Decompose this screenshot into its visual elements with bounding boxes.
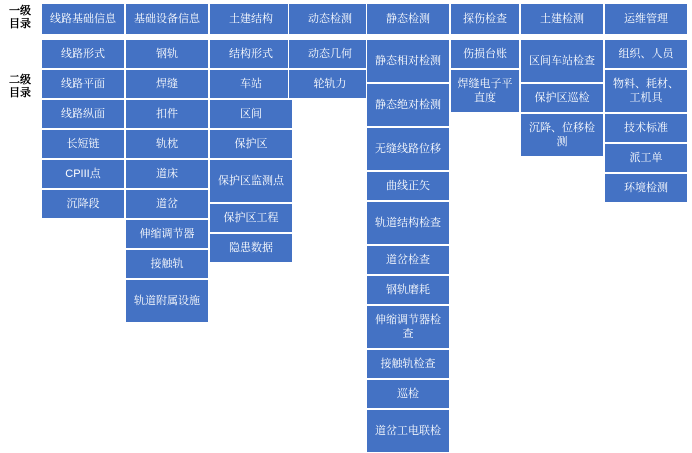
category-item[interactable]: 巡检 (366, 379, 450, 409)
category-item[interactable]: CPIII点 (41, 159, 125, 189)
category-item[interactable]: 伸缩调节器 (125, 219, 209, 249)
category-item[interactable]: 环境检测 (604, 173, 688, 203)
category-item[interactable]: 道岔 (125, 189, 209, 219)
category-item[interactable]: 伤损台账 (450, 39, 520, 69)
category-item[interactable]: 线路平面 (41, 69, 125, 99)
category-item[interactable]: 钢轨磨耗 (366, 275, 450, 305)
category-item[interactable]: 区间 (209, 99, 293, 129)
category-item[interactable]: 结构形式 (209, 39, 293, 69)
category-item[interactable]: 曲线正矢 (366, 171, 450, 201)
category-item[interactable]: 轨道附属设施 (125, 279, 209, 323)
category-item[interactable]: 保护区巡检 (520, 83, 604, 113)
category-header[interactable]: 静态检测 (366, 3, 450, 35)
category-item[interactable]: 长短链 (41, 129, 125, 159)
category-header[interactable]: 土建结构 (209, 3, 293, 35)
category-item[interactable]: 道床 (125, 159, 209, 189)
category-header[interactable]: 线路基础信息 (41, 3, 125, 35)
category-item[interactable]: 扣件 (125, 99, 209, 129)
category-header[interactable]: 基础设备信息 (125, 3, 209, 35)
category-item[interactable]: 焊缝电子平直度 (450, 69, 520, 113)
category-item[interactable]: 接触轨检查 (366, 349, 450, 379)
category-item[interactable]: 轨道结构检查 (366, 201, 450, 245)
category-header[interactable]: 探伤检查 (450, 3, 520, 35)
category-header[interactable]: 土建检测 (520, 3, 604, 35)
category-item[interactable]: 保护区 (209, 129, 293, 159)
category-item[interactable]: 线路形式 (41, 39, 125, 69)
category-item[interactable]: 隐患数据 (209, 233, 293, 263)
category-item[interactable]: 组织、人员 (604, 39, 688, 69)
category-item[interactable]: 轮轨力 (288, 69, 372, 99)
category-item[interactable]: 钢轨 (125, 39, 209, 69)
category-item[interactable]: 技术标准 (604, 113, 688, 143)
category-item[interactable]: 沉降、位移检测 (520, 113, 604, 157)
category-item[interactable]: 物料、耗材、工机具 (604, 69, 688, 113)
row-label-level2: 二级 目录 (9, 74, 31, 99)
category-item[interactable]: 线路纵面 (41, 99, 125, 129)
row-label-level1: 一级 目录 (9, 5, 31, 30)
category-item[interactable]: 区间车站检查 (520, 39, 604, 83)
category-item[interactable]: 焊缝 (125, 69, 209, 99)
category-item[interactable]: 接触轨 (125, 249, 209, 279)
category-item[interactable]: 无缝线路位移 (366, 127, 450, 171)
category-item[interactable]: 静态绝对检测 (366, 83, 450, 127)
category-item[interactable]: 保护区工程 (209, 203, 293, 233)
category-item[interactable]: 道岔检查 (366, 245, 450, 275)
category-item[interactable]: 轨枕 (125, 129, 209, 159)
category-item[interactable]: 道岔工电联检 (366, 409, 450, 453)
category-header[interactable]: 运维管理 (604, 3, 688, 35)
category-item[interactable]: 静态相对检测 (366, 39, 450, 83)
category-item[interactable]: 车站 (209, 69, 293, 99)
category-item[interactable]: 派工单 (604, 143, 688, 173)
category-item[interactable]: 沉降段 (41, 189, 125, 219)
category-item[interactable]: 动态几何 (288, 39, 372, 69)
category-item[interactable]: 保护区监测点 (209, 159, 293, 203)
category-header[interactable]: 动态检测 (288, 3, 372, 35)
category-item[interactable]: 伸缩调节器检查 (366, 305, 450, 349)
